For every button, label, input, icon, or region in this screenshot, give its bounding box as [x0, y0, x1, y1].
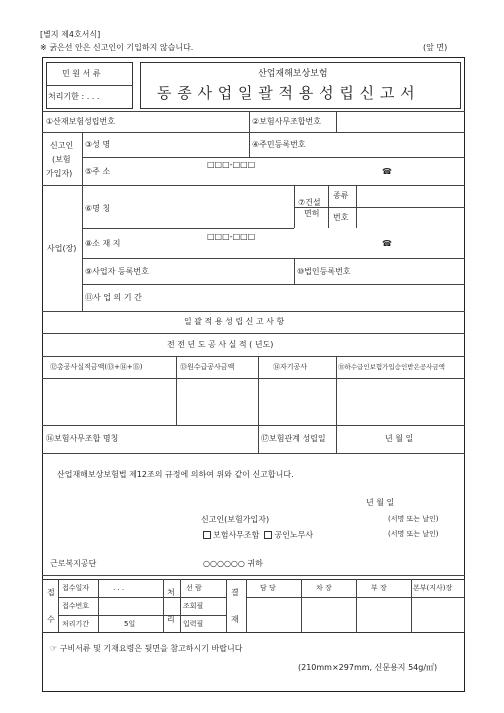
receipt-no-label: 접수번호 — [62, 602, 90, 610]
labor-option-label: 공인노무사 — [274, 530, 314, 540]
recipient-name: ○○○○○○ 귀하 — [203, 559, 263, 568]
paper-spec: (210mm×297mm, 신문용지 54g/㎡) — [298, 663, 438, 672]
estab-date-label: ⑰보험관계 성립일 — [261, 434, 326, 443]
preview-label: 선 람 — [186, 584, 202, 592]
postal-code-boxes: □□□-□□□ — [207, 160, 256, 169]
declaration-statement: 산업재해보상보험법 제12조의 규정에 의하여 위와 같이 신고합니다. — [57, 470, 294, 479]
form-note: ※ 굵은선 안은 신고인이 기입하지 않습니다. — [40, 43, 194, 52]
phone-icon-2: ☎ — [382, 239, 392, 248]
receipt-label: 민 원 서 류 — [62, 69, 101, 78]
construction-label: ⑦건설 — [298, 198, 321, 207]
business-label: 사업(장) — [47, 244, 77, 253]
sign-note-2: (서명 또는 날인) — [388, 530, 439, 538]
declaration-date: 년 월 일 — [366, 498, 395, 507]
license-label: 면허 — [304, 209, 320, 218]
bulk-section-title: 일 괄 적 용 성 립 신 고 사 항 — [184, 317, 285, 326]
location-label: ⑧소 재 지 — [85, 239, 121, 248]
receipt-side-2: 수 — [47, 615, 55, 624]
address-label: ⑤주 소 — [85, 167, 111, 176]
approver-branch-head: 본부(지사)장 — [413, 584, 453, 592]
approver-manager: 부 장 — [371, 584, 387, 592]
resident-no-label: ④주민등록번호 — [252, 140, 306, 149]
page-side: (앞 면) — [423, 43, 448, 52]
bizreg-label: ⑨사업자 등록번호 — [85, 267, 149, 276]
col-original-amount: ⑬원수급공사금액 — [180, 363, 235, 371]
col-total-amount: ⑫총공사실적금액(⑬+⑭+⑮) — [50, 363, 143, 371]
agent-options — [203, 531, 313, 540]
form-number: [별지 제4호서식] — [40, 30, 101, 39]
phone-icon: ☎ — [382, 167, 392, 176]
receipt-date-label: 접수일자 — [62, 584, 90, 592]
prev-year-title: 전 전 년 도 공 사 실 적 ( 년도) — [167, 340, 274, 349]
name-label: ③성 명 — [85, 140, 111, 149]
estab-date-fill: 년 월 일 — [385, 434, 414, 443]
number-label: 번호 — [333, 213, 349, 222]
reporter-line: 신고인(보험가입자) — [201, 515, 270, 524]
labor-checkbox[interactable] — [264, 531, 272, 539]
approval-side-2: 재 — [231, 615, 239, 624]
period-label: ⑪사 업 의 기 간 — [85, 293, 142, 302]
reporter-label: 신고인 — [50, 141, 74, 150]
process-side-1: 처 — [167, 588, 175, 597]
process-side-2: 리 — [167, 615, 175, 624]
kind-label: 종류 — [333, 191, 349, 200]
approver-deputy: 차 장 — [316, 584, 332, 592]
form-title: 동 종 사 업 일 괄 적 용 성 립 신 고 서 — [157, 84, 416, 102]
processing-period-label: 처리기간 — [62, 620, 90, 628]
approver-staff: 담 당 — [260, 584, 276, 592]
business-name-label: ⑥명 칭 — [85, 204, 111, 213]
deadline-label: 처리기한 : . . . — [48, 92, 100, 101]
input-label: 입력필 — [183, 620, 204, 628]
assoc-option-label: 보험사무조합 — [213, 530, 260, 540]
processing-period-value: 5일 — [124, 620, 136, 628]
postal-code-boxes-2: □□□-□□□ — [207, 232, 256, 241]
receipt-date-value: . . . — [113, 584, 125, 592]
assoc-name-label: ⑯보험사무조합 명칭 — [46, 434, 119, 443]
law-name: 산업재해보상보험 — [258, 69, 328, 79]
assoc-checkbox[interactable] — [203, 531, 211, 539]
assoc-no-label: ②보험사무조합번호 — [252, 117, 321, 126]
reference-note: ☞ 구비서류 및 기재요령은 뒷면을 참고하시기 바랍니다 — [50, 644, 243, 653]
sign-note-1: (서명 또는 날인) — [388, 515, 439, 523]
col-self-construction: ⑭자기공사 — [273, 363, 308, 371]
process-table — [42, 579, 465, 633]
reporter-sub1: (보험 — [52, 155, 71, 164]
reporter-sub2: 가입자) — [46, 169, 73, 178]
corpreg-label: ⑩법인등록번호 — [297, 267, 351, 276]
recipient-org: 근로복지공단 — [50, 559, 97, 568]
approval-side-1: 결 — [231, 588, 239, 597]
col-subcontract-amount: ⑮하수급인보험가입승인받은공사금액 — [338, 363, 445, 371]
inquiry-label: 조회필 — [183, 602, 204, 610]
receipt-side-1: 접 — [47, 588, 55, 597]
ins-no-label: ①산재보험성립번호 — [46, 117, 115, 126]
